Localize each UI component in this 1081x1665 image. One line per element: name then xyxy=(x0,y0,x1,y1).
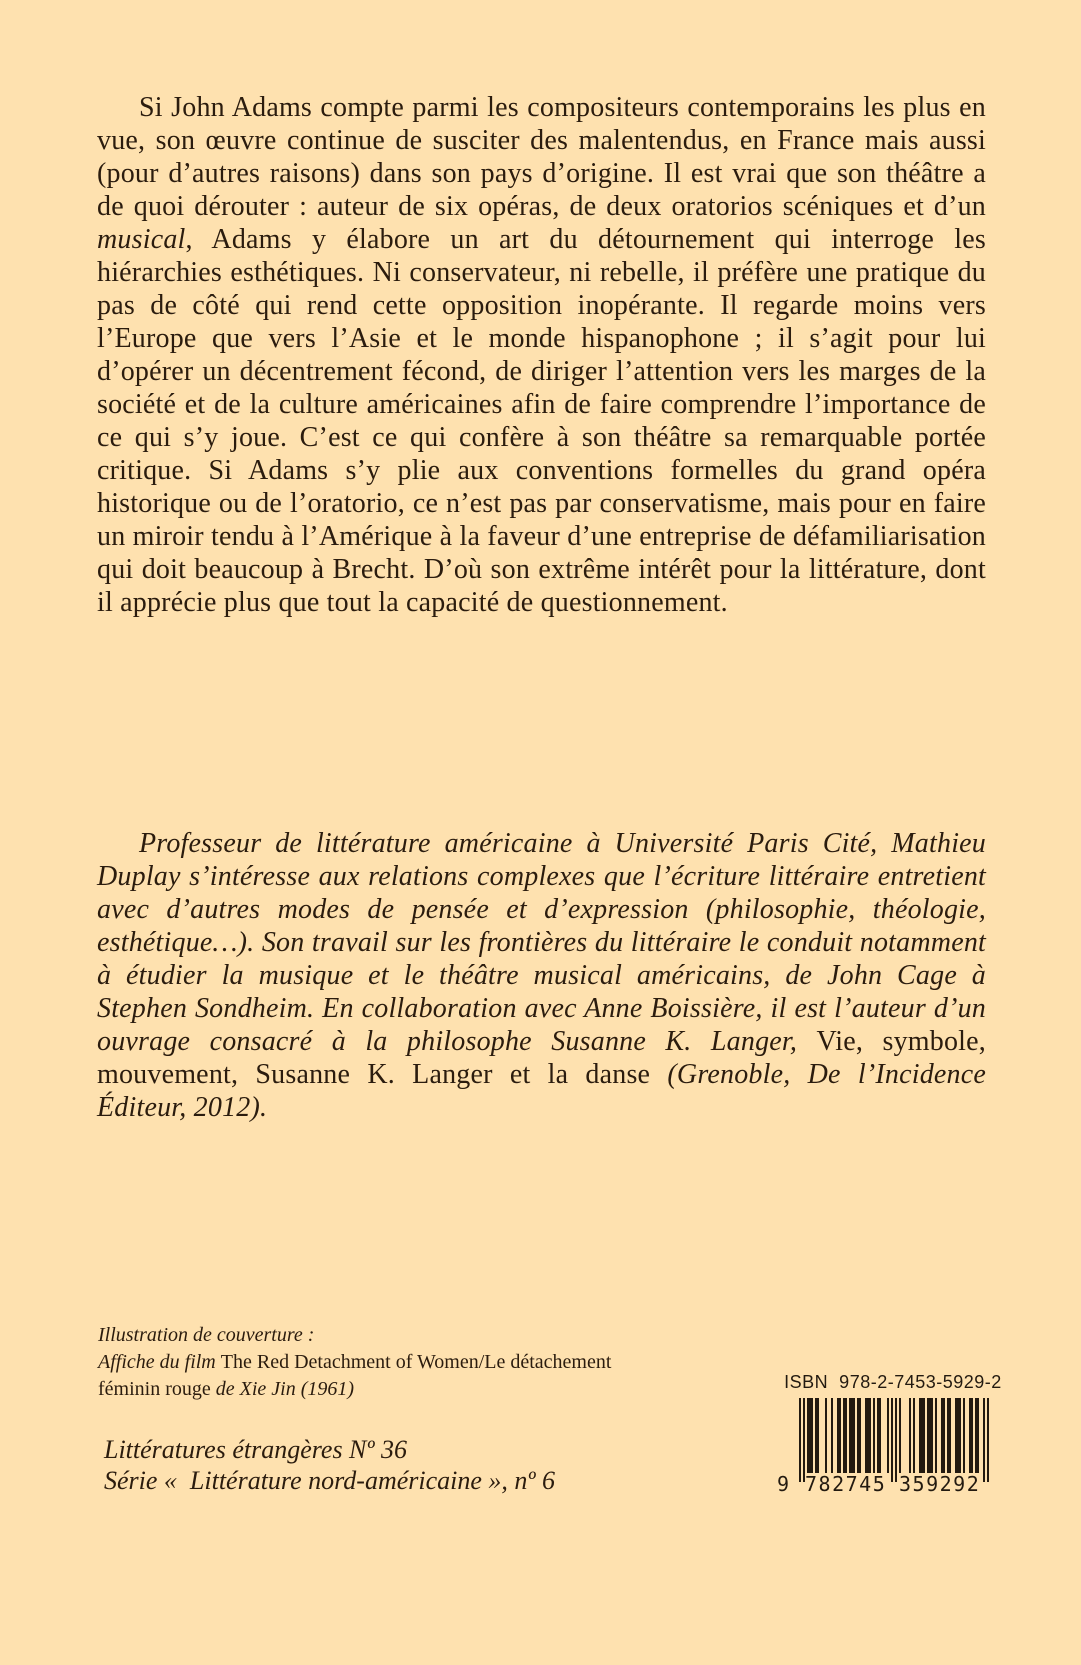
ean13-barcode xyxy=(777,1398,989,1498)
cover-credit-film-title: The Red Detachment of Women/Le détachement féminin rouge xyxy=(98,1351,612,1400)
barcode-digits-group1: 782745 xyxy=(805,1472,887,1496)
barcode-left-digit: 9 xyxy=(777,1472,791,1496)
cover-credit-film-line xyxy=(98,1349,678,1403)
cover-credit-film-director: de Xie Jin (1961) xyxy=(215,1378,355,1400)
author-bio-book-title: Vie, symbole, mouvement, Susanne K. Langer et la danse xyxy=(97,1026,986,1090)
author-bio-paragraph xyxy=(97,827,986,1124)
barcode-digits-group2: 359292 xyxy=(899,1472,981,1496)
cover-credit-block xyxy=(98,1322,678,1403)
series-subcollection-line: Série « Littérature nord-américaine », nº 6 xyxy=(104,1466,555,1495)
series-block xyxy=(104,1434,555,1496)
synopsis-musical-italic: musical xyxy=(97,224,186,255)
barcode-bars xyxy=(799,1398,989,1482)
synopsis-text-part1: Si John Adams compte parmi les compositeurs contemporains les plus en vue, son œuvre continue de susciter des malentendus, en France mais aussi (pour d’autres raisons) dans son pays d’origine. Il est vrai que son théâtre a de quoi dérouter : auteur de six opéras, de deux oratorios scéniques et d’un xyxy=(97,92,986,222)
synopsis-text-part2: , Adams y élabore un art du détournement qui interroge les hiérarchies esthétiques. Ni conservateur, ni rebelle, il préfère une pratique du pas de côté qui rend cette opposition inopérante. Il regarde moins vers l’Europe que vers l’Asie et le monde hispanophone ; il s’agit pour lui d’opérer un décentrement fécond, de diriger l’attention vers les marges de la société et de la culture américaines afin de faire comprendre l’importance de ce qui s’y joue. C’est ce qui confère à son théâtre sa remarquable portée critique. Si Adams s’y plie aux conventions formelles du grand opéra historique ou de l’oratorio, ce n’est pas par conservatisme, mais pour en faire un miroir tendu à l’Amérique à la faveur d’une entreprise de défamiliarisation qui doit beaucoup à Brecht. D’où son extrême intérêt pour la littérature, dont il apprécie plus que tout la capacité de questionnement. xyxy=(97,224,986,618)
cover-credit-film-prefix: Affiche du film xyxy=(98,1351,221,1373)
synopsis-paragraph xyxy=(97,91,986,619)
cover-credit-heading xyxy=(98,1322,678,1349)
series-collection-line: Littératures étrangères Nº 36 xyxy=(104,1435,407,1464)
author-bio-text-part1: Professeur de littérature américaine à Université Paris Cité, Mathieu Duplay s’intéresse aux relations complexes que l’écriture littéraire entretient avec d’autres modes de pensée et d’expression (philosophie, théologie, esthétique…). Son travail sur les frontières du littéraire le conduit notamment à étudier la musique et le théâtre musical américains, de John Cage à Stephen Sondheim. En collaboration avec Anne Boissière, il est l’auteur d’un ouvrage consacré à la philosophe Susanne K. Langer, xyxy=(97,828,986,1057)
author-bio-text-part2: (Grenoble, De l’Incidence Éditeur, 2012). xyxy=(97,1059,986,1123)
cover-credit-heading-text: Illustration de couverture : xyxy=(98,1324,315,1346)
isbn-number: ISBN 978-2-7453-5929-2 xyxy=(784,1372,1002,1392)
